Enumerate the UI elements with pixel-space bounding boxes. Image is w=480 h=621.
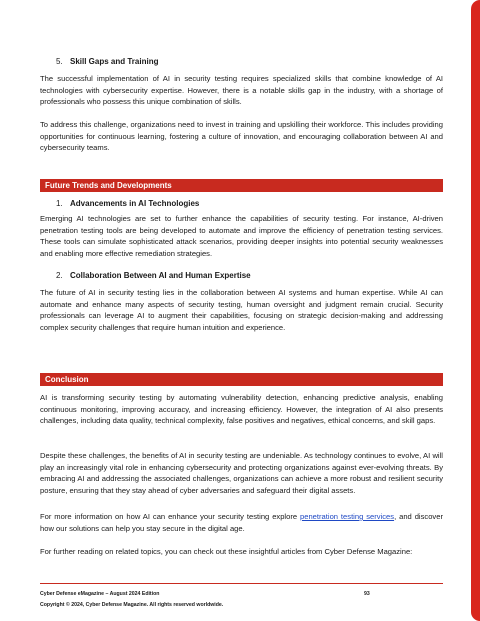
footer-copyright: Copyright © 2024, Cyber Defense Magazine. All rights reserved worldwide. [40,602,224,608]
conclusion-paragraph-1: AI is transforming security testing by automating vulnerability detection, enhancing predictive analysis, enabling continuous monitoring, improving accuracy, and increasing efficiency. However, the integration of AI also presents challenges, including data quality, technical complexity, false positives and negatives, ethical concerns, and skill gaps. [40,393,443,426]
conclusion-paragraph-4: For further reading on related topics, you can check out these insightful articles from Cyber Defense Magazine: [40,547,413,556]
collaboration-heading-text: Collaboration Between AI and Human Expertise [70,271,251,280]
conclusion-paragraph-3 [40,511,443,534]
skill-gaps-paragraph-1: The successful implementation of AI in security testing requires specialized skills that combine knowledge of AI technologies with cybersecurity expertise. However, there is a notable skills gap in the industry, with a shortage of professionals who possess this unique combination of skills. [40,74,443,107]
advancements-heading [56,198,199,209]
collaboration-number: 2. [56,271,63,280]
skill-gaps-heading-text: Skill Gaps and Training [70,57,159,66]
conclusion-section-header: Conclusion [40,373,443,386]
advancements-paragraph: Emerging AI technologies are set to further enhance the capabilities of security testing. For instance, AI-driven penetration testing tools are being developed to automate and improve the efficiency of penetration testing services. These tools can simulate sophisticated attack scenarios, providing deeper insights into potential security weaknesses and enabling more effective remediation strategies. [40,214,443,258]
page-edge-accent-bar [471,0,480,621]
penetration-testing-services-link[interactable]: penetration testing services [300,512,395,521]
footer-page-number: 93 [364,591,370,597]
conclusion-paragraph-2: Despite these challenges, the benefits of AI in security testing are undeniable. As technology continues to evolve, AI will play an increasingly vital role in enhancing cybersecurity and protecting organizations against ever-evolving threats. By embracing AI and addressing the associated challenges, organizations can achieve a more robust and resilient security posture, ensuring that they stay ahead of cyber adversaries and safeguard their digital assets. [40,451,443,495]
footer-divider [40,583,443,584]
collaboration-paragraph: The future of AI in security testing lies in the collaboration between AI systems and human expertise. While AI can automate and enhance many aspects of security testing, human oversight and judgment remain crucial. Security professionals can leverage AI to augment their capabilities, focusing on strategic decision-making and addressing complex security challenges that require human intuition and experience. [40,288,443,332]
future-trends-section-header: Future Trends and Developments [40,179,443,192]
advancements-number: 1. [56,199,63,208]
footer-edition: Cyber Defense eMagazine – August 2024 Edition [40,591,160,597]
skill-gaps-number: 5. [56,57,63,66]
skill-gaps-paragraph-2: To address this challenge, organizations need to invest in training and upskilling their workforce. This includes providing opportunities for continuous learning, fostering a culture of innovation, and encouraging collaboration between AI and cybersecurity teams. [40,120,443,153]
conclusion-paragraph-3-lead: For more information on how AI can enhance your security testing explore [40,512,301,521]
skill-gaps-heading [56,56,158,67]
conclusion-paragraph-3-tail: , and discover how our solutions can help you stay secure in the digital age. [40,512,443,533]
advancements-heading-text: Advancements in AI Technologies [70,199,200,208]
collaboration-heading [56,270,251,281]
